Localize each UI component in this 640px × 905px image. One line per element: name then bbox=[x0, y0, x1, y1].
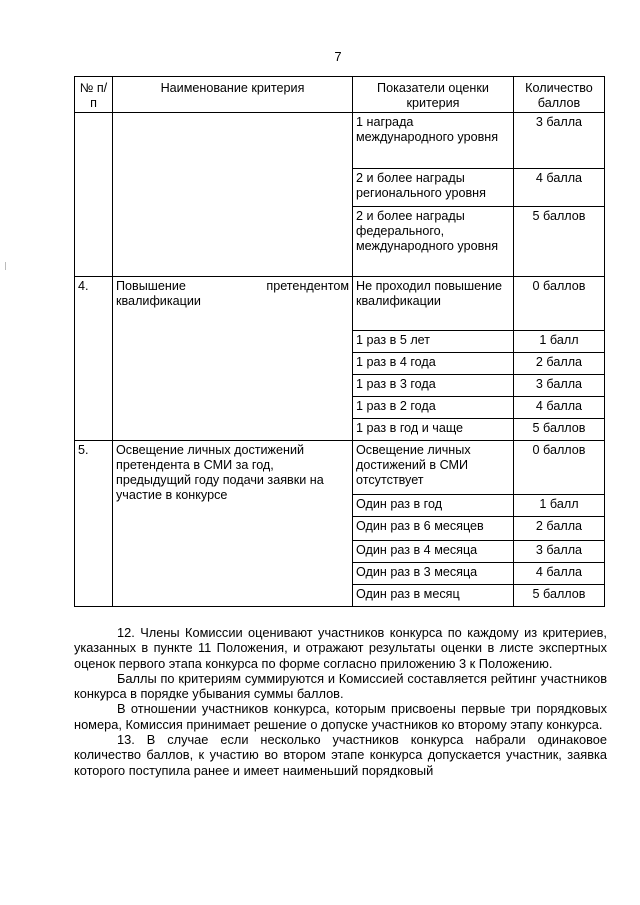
table-row bbox=[75, 441, 605, 495]
score-cell: 2 балла bbox=[514, 353, 605, 375]
page-number: 7 bbox=[334, 49, 342, 64]
table-header-row bbox=[75, 77, 605, 113]
criterion-number: 4. bbox=[75, 277, 113, 441]
body-text bbox=[74, 625, 607, 778]
score-cell: 3 балла bbox=[514, 375, 605, 397]
score-cell: 1 балл bbox=[514, 495, 605, 517]
header-indicators: Показатели оценки критерия bbox=[353, 77, 514, 113]
score-cell: 4 балла bbox=[514, 169, 605, 207]
criterion-number: 5. bbox=[75, 441, 113, 607]
score-cell: 0 баллов bbox=[514, 441, 605, 495]
indicator-cell: 2 и более награды федерального, международного уровня bbox=[353, 207, 514, 277]
header-criterion: Наименование критерия bbox=[113, 77, 353, 113]
score-cell: 5 баллов bbox=[514, 419, 605, 441]
scan-mark bbox=[5, 262, 6, 270]
paragraph-12: 12. Члены Комиссии оценивают участников конкурса по каждому из критериев, указанных в пункте 11 Положения, и отражают результаты оценки в листе экспертных оценок первого этапа конкурса по форме согласно приложению 3 к Положению. bbox=[74, 625, 607, 671]
indicator-cell: Не проходил повышение квалификации bbox=[353, 277, 514, 331]
score-cell: 4 балла bbox=[514, 397, 605, 419]
indicator-cell: Один раз в год bbox=[353, 495, 514, 517]
score-cell: 1 балл bbox=[514, 331, 605, 353]
criterion-name: Повышение претендентом квалификации bbox=[113, 277, 353, 441]
indicator-cell: 1 раз в год и чаще bbox=[353, 419, 514, 441]
indicator-cell: 1 награда международного уровня bbox=[353, 113, 514, 169]
indicator-cell: Освещение личных достижений в СМИ отсутствует bbox=[353, 441, 514, 495]
indicator-cell: 1 раз в 3 года bbox=[353, 375, 514, 397]
indicator-cell: Один раз в месяц bbox=[353, 585, 514, 607]
table-row bbox=[75, 113, 605, 169]
paragraph-scores-sum: Баллы по критериям суммируются и Комиссией составляется рейтинг участников конкурса в порядке убывания суммы баллов. bbox=[74, 670, 607, 702]
paragraph-13: 13. В случае если несколько участников конкурса набрали одинаковое количество баллов, к участию во втором этапе конкурса допускается участник, заявка которого поступила ранее и имеет наименьший порядковый bbox=[74, 732, 607, 778]
score-cell: 3 балла bbox=[514, 541, 605, 563]
score-cell: 5 баллов bbox=[514, 585, 605, 607]
indicator-cell: 1 раз в 5 лет bbox=[353, 331, 514, 353]
indicator-cell: Один раз в 3 месяца bbox=[353, 563, 514, 585]
criterion-cell bbox=[113, 113, 353, 277]
score-cell: 4 балла bbox=[514, 563, 605, 585]
indicator-cell: 2 и более награды регионального уровня bbox=[353, 169, 514, 207]
indicator-cell: 1 раз в 4 года bbox=[353, 353, 514, 375]
criteria-table bbox=[74, 76, 605, 607]
indicator-cell: Один раз в 6 месяцев bbox=[353, 517, 514, 541]
indicator-cell: 1 раз в 2 года bbox=[353, 397, 514, 419]
score-cell: 0 баллов bbox=[514, 277, 605, 331]
header-number: № п/п bbox=[75, 77, 113, 113]
indicator-cell: Один раз в 4 месяца bbox=[353, 541, 514, 563]
score-cell: 3 балла bbox=[514, 113, 605, 169]
header-score: Количество баллов bbox=[514, 77, 605, 113]
score-cell: 5 баллов bbox=[514, 207, 605, 277]
score-cell: 2 балла bbox=[514, 517, 605, 541]
num-cell bbox=[75, 113, 113, 277]
paragraph-admission: В отношении участников конкурса, которым присвоены первые три порядковых номера, Комиссия принимает решение о допуске участников ко второму этапу конкурса. bbox=[74, 701, 607, 732]
criterion-name: Освещение личных достижений претендента в СМИ за год, предыдущий году подачи заявки на участие в конкурсе bbox=[113, 441, 353, 607]
table-row bbox=[75, 277, 605, 331]
